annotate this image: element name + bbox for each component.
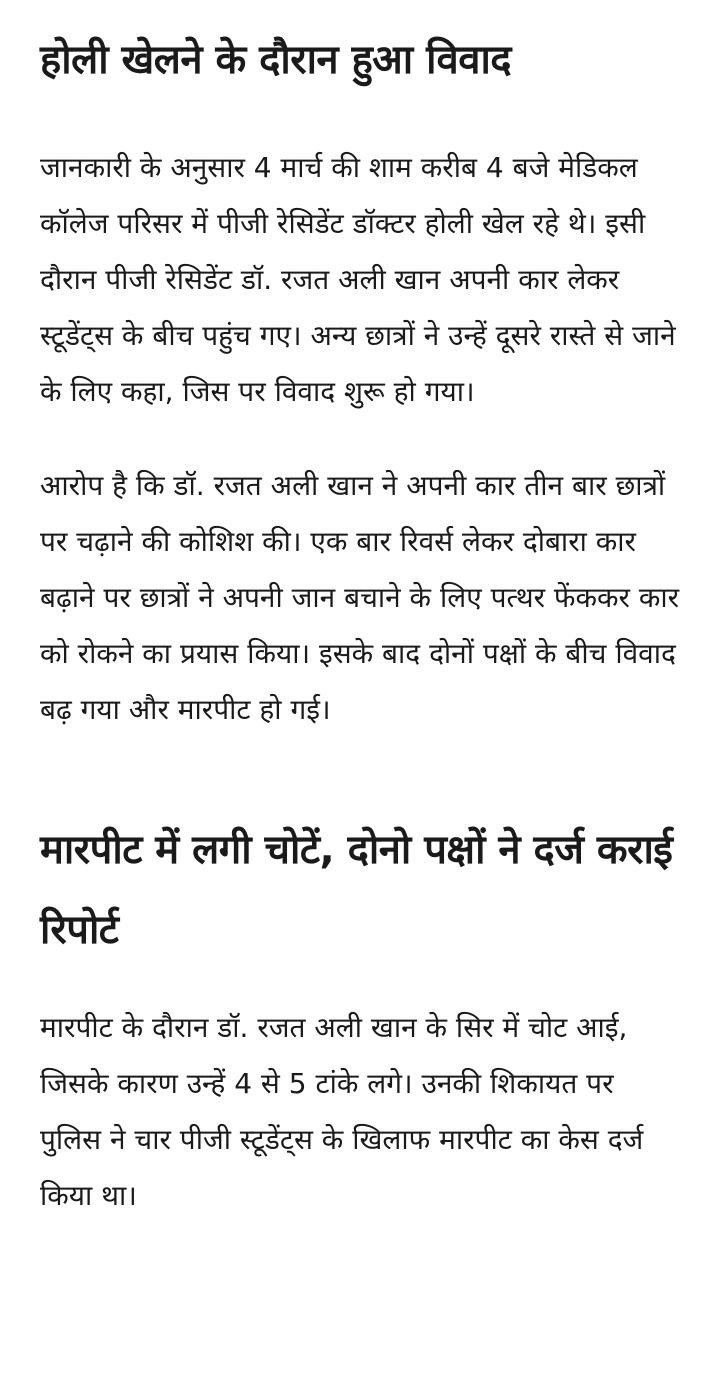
paragraph: जानकारी के अनुसार 4 मार्च की शाम करीब 4 बजे मेडिकल कॉलेज परिसर में पीजी रेसिडेंट डॉक्टर होली खेल रहे थे। इसी दौरान पीजी रेसिडेंट डॉ. रजत अली खान अपनी कार लेकर स्टूडेंट्स के बीच पहुंच गए। अन्य छात्रों ने उन्हें दूसरे रास्ते से जाने के लिए कहा, जिस पर विवाद शुरू हो गया। <box>40 151 676 408</box>
paragraph: आरोप है कि डॉ. रजत अली खान ने अपनी कार तीन बार छात्रों पर चढ़ाने की कोशिश की। एक बार रिवर्स लेकर दोबारा कार बढ़ाने पर छात्रों ने अपनी जान बचाने के लिए पत्थर फेंककर कार को रोकने का प्रयास किया। इसके बाद दोनों पक्षों के बीच विवाद बढ़ गया और मारपीट हो गई। <box>40 469 680 726</box>
section-holi-dispute <box>40 20 680 738</box>
section-injuries-report <box>40 810 680 1224</box>
section-heading: मारपीट में लगी चोटें, दोनो पक्षों ने दर्ज कराई रिपोर्ट <box>40 827 673 953</box>
section-heading: होली खेलने के दौरान हुआ विवाद <box>40 37 512 83</box>
paragraph: मारपीट के दौरान डॉ. रजत अली खान के सिर में चोट आई, जिसके कारण उन्हें 4 से 5 टांके लगे। उनकी शिकायत पर पुलिस ने चार पीजी स्टूडेंट्स के खिलाफ मारपीट का केस दर्ज किया था। <box>40 1011 644 1212</box>
